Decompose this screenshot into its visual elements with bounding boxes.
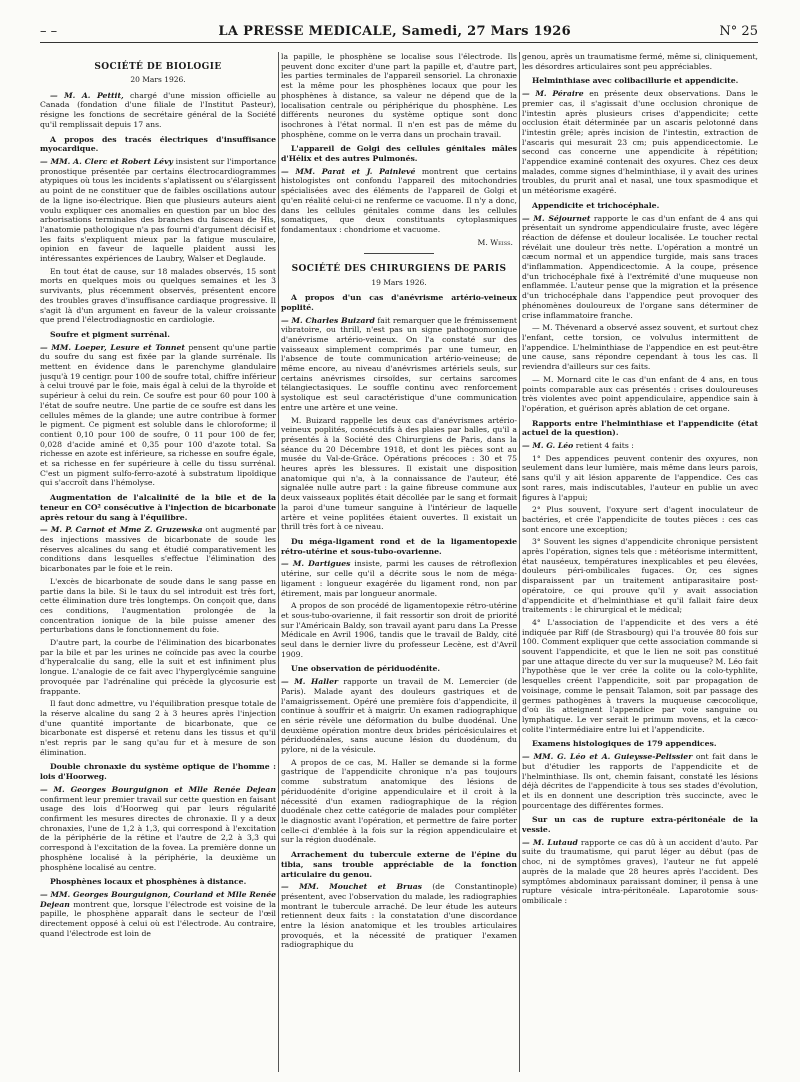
column-divider [278,52,279,1072]
article-paragraph: — MM. Mouchet et Bruas (de Constantinople) présentent, avec l'observation du malade, les radiographies montrant le tubercule arraché. De leur étude les auteurs retiennent deux faits : la constatation d'une discordance entre la lésion anatomique et les troubles articulaires provoqués, et la nécessité de pratiquer l'examen radiographique du [281,882,517,950]
article-author: — M. Péraire [522,89,584,99]
article-author: — M. Haller [281,677,339,687]
article-title: Une observation de périduodénite. [291,664,441,674]
article-paragraph: la papille, le phosphène se localise sous l'électrode. Ils peuvent donc exciter d'une part la papille et, d'autre part, les parties terminales de l'appareil sensoriel. La chronaxie est la même pour les phosphènes locaux que pour les phosphènes à distance, sa valeur ne dépend que de la localisation centrale ou périphérique du phosphène. Les différents neurones du système optique sont donc isochrones à l'état normal. Il n'en est pas de même du phosphène, comme on le verra dans un prochain travail. [281,52,517,139]
column-divider [519,52,520,1072]
article-title: Appendicite et trichocéphale. [532,200,660,210]
article-paragraph: — M. Dartigues insiste, parmi les causes de rétroflexion utérine, sur celle qu'il a décrite sous le nom de méga-ligament : longueur exagérée du ligament rond, non par étirement, mais par longueur anormale. [281,559,517,598]
article-title: Augmentation de l'alcalinité de la bile et de la teneur en CO² consécutive à l'injection de bicarbonate après retour du sang à l'équilibre. [40,493,276,522]
article-title: A propos des tracés électriques d'insuffisance myocardique. [40,134,276,154]
article-paragraph: — M. Charles Buizard fait remarquer que le frémissement vibratoire, ou thrill, n'est pas un signe pathognomonique d'anévrisme artério-veineux. On l'a constaté sur des vaisseaux simplement comprimés par une tumeur, en l'absence de toute communication artério-veineuse; de même encore, au niveau d'anévrismes artériels seuls, sur certains anévrismes cirsoïdes, sur certains sarcomes télangiectasiques. Le souffle continu avec renforcement systolique est seul caractéristique d'une communication entre une artère et une veine. [281,315,517,412]
article-author: — MM. Mouchet et Bruas [281,882,422,892]
article-paragraph: — M. Thévenard a observé assez souvent, et surtout chez l'enfant, cette torsion, ce volvulus intermittent de l'appendice. L'helminthiase de l'appendice en est peut-être une cause, sans répondre cependant à tous les cas. Il reviendra d'ailleurs sur ces faits. [522,323,758,372]
article-author: — MM. G. Léo et A. Guieysse-Pelissier [522,752,693,762]
article-author: — M. Séjournet [522,213,591,223]
article-paragraph: — MM. Parat et J. Painlevé montrent que certains histologistes ont confondu l'appareil des mitochondries spécialisées avec des éléments de l'appareil de Golgi et qu'en réalité celui-ci ne renferme ce vacuome. Il n'y a donc, dans les cellules génitales comme dans les cellules somatiques, que deux constituants cytoplasmiques fondamentaux : chondriome et vacuome. [281,166,517,234]
society-heading: SOCIÉTÉ DES CHIRURGIENS DE PARIS [291,264,507,275]
article-author: — MM. Loeper, Lesure et Tonnet [40,342,185,352]
numbered-list [522,454,758,735]
article-paragraph: — M. Haller rapporte un travail de M. Lemercier (de Paris). Malade ayant des douleurs gastriques et de l'amaigrissement. Opéré une première fois d'appendicite, il continue à souffrir et à maigrir. Un examen radiographique en série révèle une déformation du bulbe duodénal. Une deuxième opération montre deux brides péricésiculaires et périduodénales, sans aucune lésion du duodénum, du pylore, ni de la vésicule. [281,677,517,755]
column-2 [281,52,517,1074]
list-item: 1° Des appendices peuvent contenir des oxyures, non seulement dans leur lumière, mais même dans leurs parois, sans qu'il y ait lésion apparente de l'appendice. Ces cas sont rares, mais indiscutables, l'auteur en publie un avec figures à l'appui; [522,453,758,502]
article-author: — M. Charles Buizard [281,315,375,325]
session-date: 20 Mars 1926. [130,75,186,85]
article-paragraph: — M. G. Léo retient 4 faits : [522,441,634,451]
article-author: — MM. A. Clerc et Robert Lévy [40,156,174,166]
article-paragraph: — M. A. Pettit, chargé d'une mission officielle au Canada (fondation d'une filiale de l'Institut Pasteur), résigne les fonctions de secrétaire général de la Société qu'il remplissait depuis 17 ans. [40,90,276,129]
article-paragraph: Il faut donc admettre, vu l'équilibration presque totale de la réserve alcaline du sang 2 à 3 heures après l'injection d'une quantité importante de bicarbonate, que ce bicarbonate est dispersé et retenu dans les tissus et qu'il n'est repris par le sang qu'au fur et à mesure de son élimination. [40,699,276,757]
article-author: — M. Georges Bourguignon et Mlle Renée Dejean [40,784,276,794]
article-title: Double chronaxie du système optique de l'homme : lois d'Hoorweg. [40,762,276,782]
article-paragraph: A propos de son procédé de ligamentopexie rétro-utérine et sous-tubo-ovarienne, il fait ressortir son droit de priorité sur l'Américain Baldy, son travail ayant paru dans La Presse Médicale en Avril 1906, tandis que le travail de Baldy, cité seul dans le dernier livre du professeur Lecène, est d'Avril 1909. [281,601,517,659]
page-header [40,20,758,43]
article-title: L'appareil de Golgi des cellules génitales mâles d'Hélix et des autres Pulmonés. [281,144,517,164]
article-title: Du méga-ligament rond et de la ligamentopexie rétro-utérine et sous-tubo-ovarienne. [281,537,517,556]
article-author: — MM. Georges Bourguignon, Courland et Mlle Renée Dejean [40,889,276,909]
article-paragraph: — M. Péraire en présente deux observations. Dans le premier cas, il s'agissait d'une occlusion chronique de l'intestin après plusieurs crises d'appendicite; cette occlusion était déterminée par un ascaris pelotonné dans l'intestin grêle; après incision de l'intestin, extraction de l'ascaris qui mesurait 23 cm; puis appendicectomie. Le second cas concerne une appendicite à répétition; l'appendice examiné contenait des oxyures. Chez ces deux malades, comme signes d'helminthiase, il y avait des urines troubles, du prurit anal et nasal, une toux spasmodique et un météorisme exagéré. [522,89,758,196]
article-paragraph: — MM. Loeper, Lesure et Tonnet pensent qu'une partie du soufre du sang est fixée par la glande surrénale. Ils mettent en évidence dans le parenchyme glandulaire jusqu'à 19 centigr. pour 100 de soufre total, chiffre inférieur à celui trouvé par le foie, mais égal à celui de la thyroïde et supérieur à celui du rein. Ce soufre est pour 60 pour 100 à l'état de soufre neutre. Une partie de ce soufre est dans les cellules mêmes de la glande; une autre contribue à former le pigment. Ce pigment est soluble dans le chloroforme; il contient 0,10 pour 100 de soufre, 0 11 pour 100 de fer, 0,028 d'acide aminé et 0,35 pour 100 d'azote total. Sa richesse en azote est inférieure, sa richesse en soufre égale, et sa richesse en fer supérieure à celle du tissu surrénal. C'est un pigment sulfo-ferro-azoté à substratum lipoïdique qui s'accroît dans l'hémolyse. [40,342,276,488]
article-author: — MM. Parat et J. Painlevé [281,166,416,176]
article-author: — M. Dartigues [281,559,351,569]
article-paragraph: — M. Séjournet rapporte le cas d'un enfant de 4 ans qui présentait un syndrome appendiculaire fruste, avec légère réaction de défense et douleur localisée. Le toucher rectal révélait une douleur très nette. L'opération a montré un cæcum normal et un appendice turgide, mais sans traces d'inflammation. Appendicectomie. A la coupe, présence d'un trichocéphale fixé à l'extrémité d'une muqueuse non enflammée. L'auteur pense que la migration et la présence d'un trichocéphale dans l'appendice peut provoquer des phénomènes douloureux de l'organe sans déterminer de crise inflammatoire franche. [522,213,758,320]
article-paragraph: En tout état de cause, sur 18 malades observés, 15 sont morts en quelques mois ou quelques semaines et les 3 survivants, plus récemment observés, présentent encore des troubles graves d'insuffisance cardiaque progressive. Il s'agit là d'un argument en faveur de la valeur croissante que prend l'électrodiagnostic en cardiologie. [40,266,276,325]
article-paragraph: — MM. Georges Bourguignon, Courland et Mlle Renée Dejean montrent que, lorsque l'électrode est voisine de la papille, le phosphène apparaît dans le secteur de l'œil directement opposé à celui où est l'électrode. Au contraire, quand l'électrode est loin de [40,889,276,938]
article-paragraph: genou, après un traumatisme fermé, même si, cliniquement, les désordres articulaires sont peu appréciables. [522,52,758,71]
article-author: — M. G. Léo [522,441,574,451]
article-author: — M. P. Carnot et Mme Z. Gruzewska [40,525,203,535]
article-title: Examens histologiques de 179 appendices. [532,739,717,749]
section-divider [364,253,434,254]
article-title: Helminthiase avec colibacillurie et appendicite. [532,76,739,86]
society-heading: SOCIÉTÉ DE BIOLOGIE [94,62,222,72]
article-paragraph: — MM. A. Clerc et Robert Lévy insistent sur l'importance pronostique présentée par certains électrocardiogrammes atypiques où tous les incidents s'aplatissent ou s'élargissent au point de ne constituer que de faibles oscillations autour de la ligne iso-électrique. Bien que plusieurs auteurs aient voulu expliquer ces anomalies en question par un bloc des arborisations terminales des branches du faisceau de His, l'anatomie pathologique n'a pas fourni d'argument décisif et les faits s'expliquent mieux par la fatigue musculaire, opinion en faveur de laquelle plaident aussi les intéressantes expériences de Laubry, Walser et Deglaude. [40,156,276,264]
list-item: 2° Plus souvent, l'oxyure sert d'agent inoculateur de bactéries, et crée l'appendicite de toutes pièces : ces cas sont encore une exception; [522,505,758,534]
list-item: 3° Souvent les signes d'appendicite chronique persistent après l'opération, signes tels que : météorisme intermittent, état nauséeux, températures inexplicables et peu élevées, douleurs péri-ombilicales fugaces. Or, ces signes disparaissent par un traitement antiparasitaire post-opératoire, ce qui prouve qu'il y avait association d'appendicite et d'helminthiase et qu'il fallait faire deux traitements : le chirurgical et le médical; [522,537,758,615]
article-paragraph: L'excès de bicarbonate de soude dans le sang passe en partie dans la bile. Si le taux du sel introduit est très fort, cette élimination dure très longtemps. On conçoit que, dans ces conditions, l'augmentation prolongée de la concentration ionique de la bile puisse amener des perturbations dans le fonctionnement du foie. [40,576,276,635]
header-left-mark: – – [40,23,58,39]
article-paragraph: — M. P. Carnot et Mme Z. Gruzewska ont augmenté par des injections massives de bicarbonate de soude les réserves alcalines du sang et étudié comparativement les conditions dans lesquelles s'effectue l'élimination des bicarbonates par le foie et le rein. [40,525,276,574]
list-item: 4° L'association de l'appendicite et des vers a été indiquée par Riff (de Strasbourg) qui l'a trouvée 80 fois sur 100. Comment expliquer que cette association commande si souvent l'appendicite, et que le lien ne soit pas constitué par une attaque directe du ver sur la muqueuse? M. Léo fait l'hypothèse que le ver crée la colite ou la colo-typhlite, lesquelles créent l'appendicite, soit par propagation de voisinage, comme le pensait Talamon, soit par passage des germes pathogènes à travers la muqueuse cæcocolique, d'où ils atteignent l'appendice par voie sanguine ou lymphatique. Le ver serait le primum movens, et la cæco-colite l'intermédiaire entre lui et l'appendicite. [522,617,758,734]
article-title: Arrachement du tubercule externe de l'épine du tibia, sans trouble appréciable de la fonction articulaire du genou. [281,850,517,879]
issue-number: N° 25 [719,23,758,39]
article-paragraph: — M. Georges Bourguignon et Mlle Renée Dejean confirment leur premier travail sur cette question en faisant usage des lois d'Hoorweg qui par leurs régularité confirment les mesures directes de chronaxie. Il y a deux chronaxies, l'une de 1,2 à 1,3, qui correspond à l'excitation de la périphérie de la rétine et l'autre de 2,2 à 3,3 qui correspond à l'excitation de la fovea. La première donne un phosphène localisé à la périphérie, la deuxième un phosphène localisé au centre. [40,784,276,872]
column-3 [522,52,758,1074]
article-paragraph: D'autre part, la courbe de l'élimination des bicarbonates par la bile et par les urines ne coïncide pas avec la courbe d'hyperalcalie du sang, elle la suit et est infiniment plus longue. L'analogie de ce fait avec l'hyperglycémie sanguine provoquée par l'adrénaline qui précède la glycosurie est frappante. [40,638,276,696]
signature: M. Weiss. [477,237,513,247]
article-author: — M. A. Pettit, [50,90,124,100]
article-paragraph: M. Buizard rappelle les deux cas d'anévrismes artério-veineux poplités, consécutifs à des plaies par balles, qu'il a présentés à la Société des Chirurgiens de Paris, dans la séance du 20 Décembre 1918, et dont les pièces sont au musée du Val-de-Grâce. Opérations précoces : 30 et 75 heures après les blessures. Il existait une disposition anatomique qui n'a, à la connaissance de l'auteur, été signalée nulle autre part : la gaine fibreuse commune aux deux vaisseaux poplités était décollée par le sang et formait la paroi d'une tumeur sanguine à l'intérieur de laquelle artère et veine poplitées étaient ouvertes. Il existait un thrill très fort à ce niveau. [281,415,517,532]
article-title: Sur un cas de rupture extra-péritonéale de la vessie. [522,815,758,835]
column-1 [40,52,276,1074]
article-paragraph: — MM. G. Léo et A. Guieysse-Pelissier ont fait dans le but d'étudier les rapports de l'appendicite et de l'helminthiase. Ils ont, chemin faisant, constaté les lésions déjà décrites de l'appendicite à tous ses stades d'évolution, et ils en donnent une description très succincte, avec le pourcentage des différentes formes. [522,752,758,810]
article-paragraph: — M. Mornard cite le cas d'un enfant de 4 ans, en tous points comparable aux cas présentés : crises douloureuses très violentes avec point appendiculaire, appendice sain à l'opération, et guérison après ablation de cet organe. [522,374,758,413]
session-date: 19 Mars 1926. [371,277,427,287]
article-paragraph: — M. Lutaud rapporte ce cas dû à un accident d'auto. Par suite du traumatisme, qui parut léger au début (pas de choc, ni de symptômes graves), l'auteur ne fut appelé auprès de la malade que 28 heures après l'accident. Des symptômes abdominaux paraissant dominer, il pensa à une rupture vésicale intra-péritonéale. Laparotomie sous-ombilicale : [522,837,758,905]
article-author: — M. Lutaud [522,837,578,847]
header-title: LA PRESSE MEDICALE, Samedi, 27 Mars 1926 [218,23,571,39]
article-title: A propos d'un cas d'anévrisme artério-veineux poplité. [281,293,517,312]
article-title: Soufre et pigment surrénal. [50,329,170,339]
article-title: Phosphènes locaux et phosphènes à distance. [50,877,247,887]
article-title: Rapports entre l'helminthiase et l'appendicite (état actuel de la question). [522,418,758,438]
article-paragraph: A propos de ce cas, M. Haller se demande si la forme gastrique de l'appendicite chronique n'a pas toujours comme substratum anatomique des lésions de périduodénite d'origine appendiculaire et il croit à la nécessité d'un examen radiographique de la région duodénale chez cette catégorie de malades pour compléter le diagnostic avant l'opération, et permettre de faire porter celle-ci d'emblée à la fois sur la région appendiculaire et sur la région duodénale. [281,757,517,845]
